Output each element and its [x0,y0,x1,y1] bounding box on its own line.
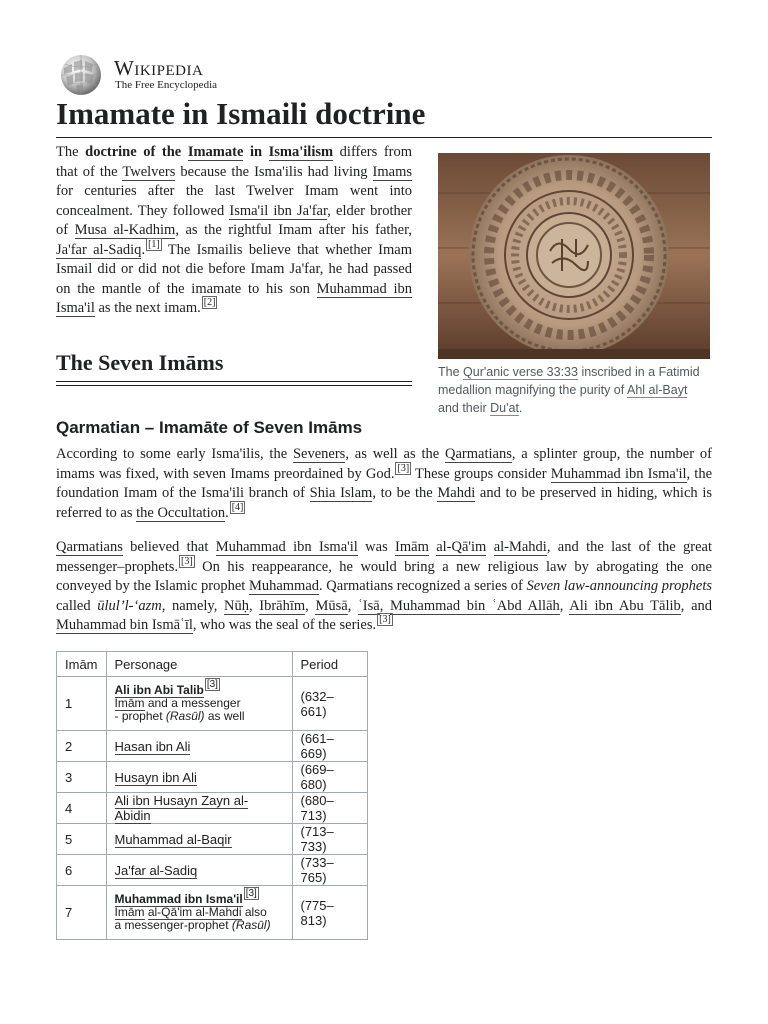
medallion-image[interactable] [438,153,710,359]
period-cell: (713–733) [292,824,367,855]
wikipedia-wordmark: Wikipedia [114,56,204,80]
imam-number: 4 [57,793,107,824]
link-qarmatians[interactable]: Qarmatians [56,539,123,555]
period-cell: (733–765) [292,855,367,886]
link-twelvers[interactable]: Twelvers [122,163,176,180]
link-the-occultation[interactable]: the Occultation [136,504,226,521]
reference-3[interactable]: [3] [206,679,218,690]
intro-paragraph: The doctrine of the Imamate in Isma'ilism differs from that of the Twelvers because the Isma'ilis had living Imams for centuries after the last Twelver Imam went into concealment. They followed Isma'il ibn Ja'far, elder brother of Musa al-Kadhim, as the rightful Imam after his father, Ja'far al-Sadiq. [1] The Ismailis believe that whether Imam Ismail did or did not die before Imam Ja'far, he had passed on the mantle of the imamate to his son Muhammad ibn Isma'il as the next imam. [2] [56,144,413,316]
column-header-imam: Imām [57,652,107,677]
link-imam[interactable]: Imām [114,905,145,919]
reference-1[interactable]: [1] [148,238,160,250]
table-row [57,762,368,793]
paragraph-seveners: According to some early Isma'ilis, the Seveners, as well as the Qarmatians, a splinter group, the number of imams was fixed, with seven Imams preordained by God. [3] These groups consider Muhammad ibn Isma'il, the foundation Imam of the Isma'ili branch of Shia Islam, to be the Mahdi and to be preserved in hiding, which is referred to as the Occultation. [4] [56,446,713,521]
link-duat[interactable]: Du'at [490,401,519,415]
link-ismailism[interactable]: Isma'ilism [268,144,334,160]
imam-number: 3 [57,762,107,793]
link-quranic-verse[interactable]: Qur'anic verse 33:33 [463,365,578,379]
table-header-row [57,652,368,677]
subsection-heading-qarmatian: Qarmatian – Imamāte of Seven Imāms [56,418,363,437]
column-header-period: Period [292,652,367,677]
link-muhammad-al-baqir[interactable]: Muhammad al-Baqir [114,831,232,847]
imam-number: 1 [57,677,107,731]
period-cell: (680–713) [292,793,367,824]
link-al-mahdi[interactable]: al-Mahdi [493,539,547,555]
period-cell: (661–669) [292,731,367,762]
table-row [57,824,368,855]
section-divider [56,381,412,386]
figure-caption: The Qur'anic verse 33:33 inscribed in a Fatimid medallion magnifying the purity of Ahl al-Bayt and their Du'at. [438,365,700,415]
wikipedia-globe-logo[interactable] [56,54,106,96]
link-imam[interactable]: Imām [114,696,145,710]
period-cell: (669–680) [292,762,367,793]
medallion-figure [438,153,710,417]
reference-3[interactable]: [3] [181,555,193,567]
link-ali-ibn-husayn[interactable]: Ali ibn Husayn Zayn al-Abidin [114,793,249,823]
personage-cell: Muhammad ibn Isma'il [3] Imām al-Qā'im al-Mahdi also a messenger-prophet (Rasūl) [106,886,292,940]
imam-number: 7 [57,886,107,940]
link-al-qaim-al-mahdi[interactable]: al-Qā'im al-Mahdi [147,905,242,919]
personage-cell [106,824,292,855]
table-row [57,731,368,762]
page-title: Imamate in Ismaili doctrine [56,96,426,131]
link-muhammad-ibn-ismail[interactable]: Muhammad ibn Isma'il [215,539,358,555]
table-row [57,677,368,731]
link-seveners[interactable]: Seveners [292,446,346,462]
imam-number: 5 [57,824,107,855]
column-header-personage: Personage [106,652,292,677]
link-muhammad-ibn-ismail[interactable]: Muhammad ibn Isma'il [56,280,412,316]
link-ahl-al-bayt[interactable]: Ahl al-Bayt [627,383,688,397]
link-isa[interactable]: ʿIsā [357,597,380,614]
link-muhammad-ibn-ismail[interactable]: Muhammad ibn Isma'il [114,892,243,906]
period-cell: (632–661) [292,677,367,731]
link-muhammad-bin-abd-allah[interactable]: Muhammad bin ʿAbd Allāh [390,597,560,614]
wikipedia-tagline: The Free Encyclopedia [115,79,218,91]
table-row [57,793,368,824]
link-nuh[interactable]: Nūḥ [224,597,249,614]
period-cell: (775–813) [292,886,367,940]
link-husayn-ibn-ali[interactable]: Husayn ibn Ali [114,769,197,785]
link-ibrahim[interactable]: Ibrāhīm [259,597,306,614]
link-imamate[interactable]: Imamate [187,144,244,160]
link-ali-ibn-abu-talib[interactable]: Ali ibn Abu Tālib [569,597,681,614]
link-shia-islam[interactable]: Shia Islam [309,485,373,501]
link-musa-al-kadhim[interactable]: Musa al-Kadhim [74,222,176,238]
link-muhammad-ibn-ismail[interactable]: Muhammad ibn Isma'il [550,465,687,482]
link-imam[interactable]: Imām [395,539,429,555]
seven-imams-table [56,651,368,940]
link-muhammad[interactable]: Muhammad [248,578,320,594]
personage-cell [106,731,292,762]
reference-2[interactable]: [2] [203,297,216,308]
table-row [57,886,368,940]
table-row [57,855,368,886]
link-ali-ibn-abi-talib[interactable]: Ali ibn Abi Talib [114,683,204,697]
link-hasan-ibn-ali[interactable]: Hasan ibn Ali [114,738,191,754]
personage-cell [106,855,292,886]
link-muhammad-bin-ismail[interactable]: Muhammad bin Ismāʿīl [56,617,193,633]
section-heading-seven-imams: The Seven Imāms [56,350,224,375]
personage-cell: Ali ibn Abi Talib [3] Imām and a messenger - prophet (Rasūl) as well [106,677,292,731]
link-musa[interactable]: Mūsā [315,597,348,614]
reference-3[interactable]: [3] [379,614,391,625]
paragraph-qarmatians: Qarmatians believed that Muhammad ibn Isma'il was Imām al-Qā'im al-Mahdi, and the last of the great messenger–prophets. [3] On his reappearance, he would bring a new religious law by abrogating the one conveyed by the Islamic prophet Muhammad. Qarmatians recognized a series of Seven law-announcing prophets called ūlul’l-‘azm, namely, Nūḥ, Ibrāhīm, Mūsā, ʿIsā, Muhammad bin ʿAbd Allāh, Ali ibn Abu Tālib, and Muhammad bin Ismāʿīl, who was the seal of the series. [3] [56,539,713,633]
personage-cell [106,793,292,824]
reference-3[interactable]: [3] [397,462,410,474]
personage-cell [106,762,292,793]
title-divider [56,137,712,138]
imam-number: 2 [57,731,107,762]
link-qarmatians[interactable]: Qarmatians [445,446,512,462]
link-mahdi[interactable]: Mahdi [437,485,476,501]
imam-number: 6 [57,855,107,886]
link-jafar-al-sadiq[interactable]: Ja'far al-Sadiq [56,241,142,258]
link-imams[interactable]: Imams [372,163,412,180]
link-ismail-ibn-jafar[interactable]: Isma'il ibn Ja'far [229,202,328,219]
reference-3[interactable]: [3] [245,888,257,899]
link-al-qaim[interactable]: al-Qā'im [436,539,487,555]
link-jafar-al-sadiq[interactable]: Ja'far al-Sadiq [114,862,198,878]
reference-4[interactable]: [4] [231,501,244,513]
